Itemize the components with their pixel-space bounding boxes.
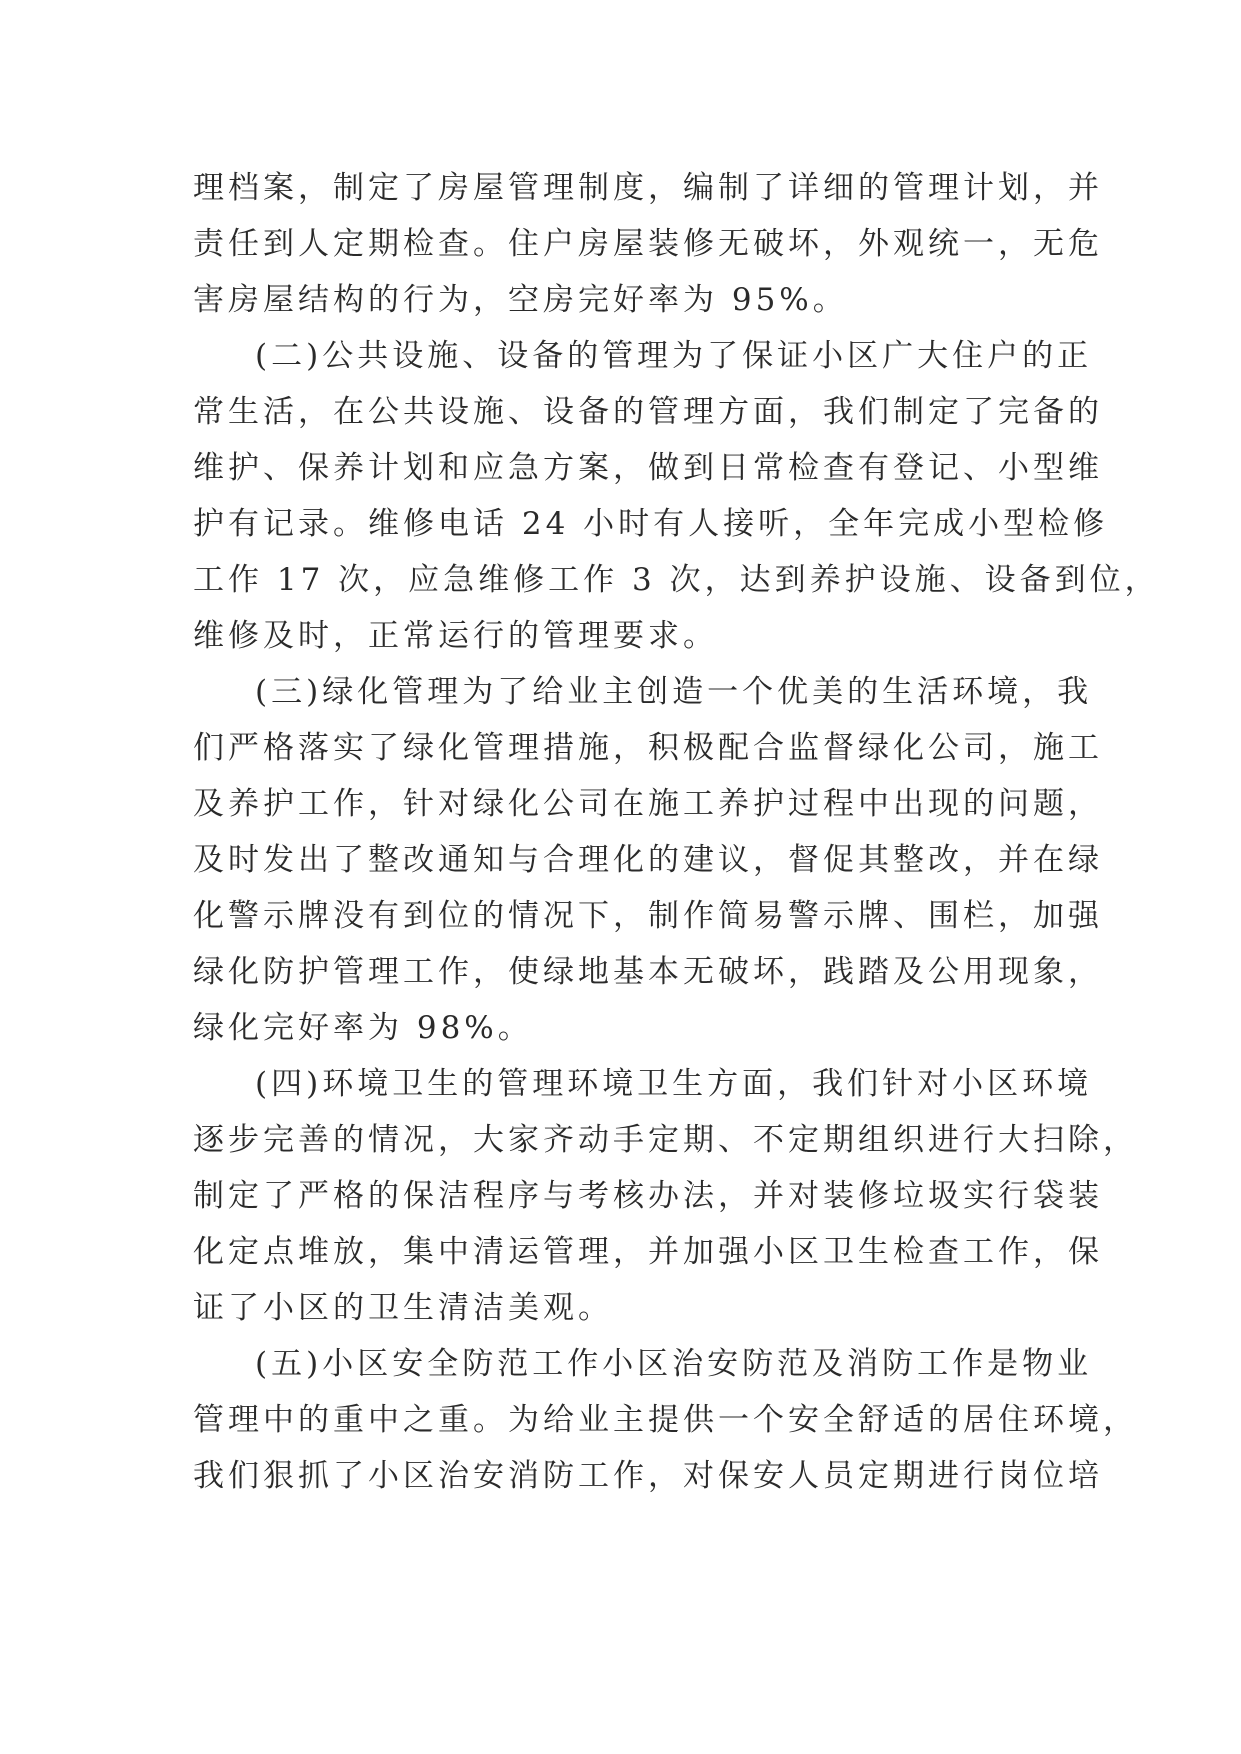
paragraph-line: 及时发出了整改通知与合理化的建议，督促其整改，并在绿 — [193, 842, 1103, 878]
document-body — [193, 160, 1160, 1504]
paragraph-line: 我们狠抓了小区治安消防工作，对保安人员定期进行岗位培 — [193, 1458, 1103, 1494]
paragraph-line: 理档案，制定了房屋管理制度，编制了详细的管理计划，并 — [193, 170, 1103, 206]
paragraph-line: 责任到人定期检查。住户房屋装修无破坏，外观统一，无危 — [193, 226, 1103, 262]
paragraph-line: 证了小区的卫生清洁美观。 — [193, 1290, 613, 1326]
section-heading-line: (五)小区安全防范工作小区治安防范及消防工作是物业 — [255, 1346, 1093, 1382]
paragraph-line: 制定了严格的保洁程序与考核办法，并对装修垃圾实行袋装 — [193, 1178, 1103, 1214]
section-heading-line: (四)环境卫生的管理环境卫生方面，我们针对小区环境 — [255, 1066, 1093, 1102]
paragraph-line: 化警示牌没有到位的情况下，制作简易警示牌、围栏，加强 — [193, 898, 1103, 934]
section-heading-line: (二)公共设施、设备的管理为了保证小区广大住户的正 — [255, 338, 1093, 374]
paragraph-line: 化定点堆放，集中清运管理，并加强小区卫生检查工作，保 — [193, 1234, 1103, 1270]
paragraph-line: 逐步完善的情况，大家齐动手定期、不定期组织进行大扫除， — [193, 1122, 1138, 1158]
paragraph-line: 工作 17 次，应急维修工作 3 次，达到养护设施、设备到位， — [193, 562, 1160, 598]
paragraph-line: 绿化防护管理工作，使绿地基本无破坏，践踏及公用现象， — [193, 954, 1103, 990]
section-heading-line: (三)绿化管理为了给业主创造一个优美的生活环境，我 — [255, 674, 1093, 710]
paragraph-line: 护有记录。维修电话 24 小时有人接听，全年完成小型检修 — [193, 506, 1109, 542]
paragraph-line: 及养护工作，针对绿化公司在施工养护过程中出现的问题， — [193, 786, 1103, 822]
paragraph-line: 绿化完好率为 98%。 — [193, 1010, 533, 1046]
paragraph-line: 维修及时，正常运行的管理要求。 — [193, 618, 718, 654]
paragraph-line: 维护、保养计划和应急方案，做到日常检查有登记、小型维 — [193, 450, 1103, 486]
paragraph-line: 害房屋结构的行为，空房完好率为 95%。 — [193, 282, 848, 318]
paragraph-line: 管理中的重中之重。为给业主提供一个安全舒适的居住环境， — [193, 1402, 1138, 1438]
paragraph-line: 常生活，在公共设施、设备的管理方面，我们制定了完备的 — [193, 394, 1103, 430]
paragraph-line: 们严格落实了绿化管理措施，积极配合监督绿化公司，施工 — [193, 730, 1103, 766]
